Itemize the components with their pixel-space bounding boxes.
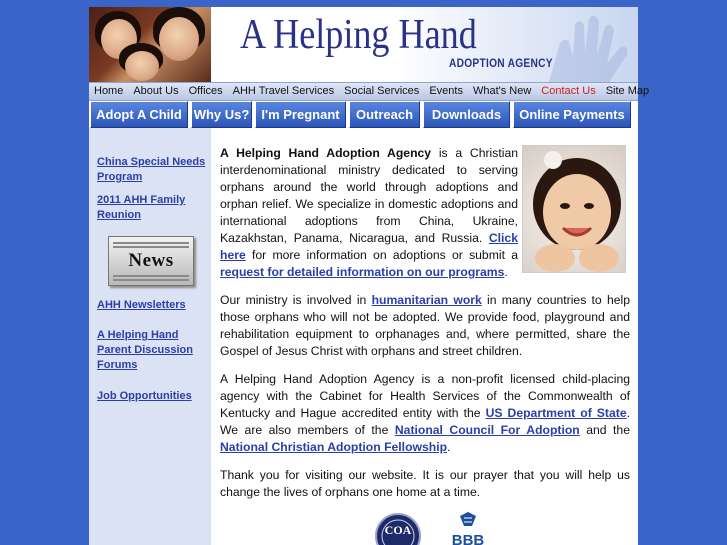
- hand-watermark-icon: [529, 7, 639, 82]
- accreditation-badges: [374, 512, 524, 545]
- news-graphic-title: News: [128, 250, 174, 271]
- nav-site-map[interactable]: Site Map: [605, 85, 650, 97]
- licensing-text-4: .: [447, 440, 451, 454]
- nav-about-us[interactable]: About Us: [133, 85, 179, 97]
- downloads-button[interactable]: Downloads: [423, 101, 510, 128]
- us-dept-state-link[interactable]: US Department of State: [485, 406, 627, 420]
- org-name: A Helping Hand Adoption Agency: [220, 146, 432, 160]
- adopt-a-child-button[interactable]: Adopt A Child: [90, 101, 188, 128]
- licensing-text-2: . We are also members of the: [220, 406, 630, 437]
- bbb-badge-text: BBB: [451, 532, 485, 545]
- child-face-right: [159, 17, 199, 61]
- smiling-child-image: [523, 146, 627, 274]
- intro-text-3: .: [504, 265, 508, 279]
- intro-text-2: for more information on adoptions or submit a: [245, 248, 518, 262]
- page-container: [89, 7, 650, 545]
- sidebar-link-china-special-needs[interactable]: China Special Needs Program: [97, 156, 206, 183]
- im-pregnant-button[interactable]: I'm Pregnant: [255, 101, 346, 128]
- nav-social-services[interactable]: Social Services: [344, 85, 420, 97]
- request-info-link[interactable]: request for detailed information on our programs: [220, 265, 505, 279]
- ministry-paragraph: [220, 292, 630, 360]
- nav-contact-us[interactable]: Contact Us: [541, 85, 596, 97]
- licensing-paragraph: [220, 371, 630, 456]
- site-title: A Helping Hand: [240, 12, 477, 58]
- ncaf-link[interactable]: National Christian Adoption Fellowship: [220, 440, 448, 454]
- licensing-text-1: A Helping Hand Adoption Agency is a non-profit licensed child-placing agency with the Cabinet for Health Services of the Commonwealth of Kentucky and Hague accredited entity with the: [220, 372, 630, 420]
- nav-offices[interactable]: Offices: [188, 85, 223, 97]
- sidebar-link-job-opportunities[interactable]: Job Opportunities: [97, 390, 192, 402]
- nav-events[interactable]: Events: [429, 85, 463, 97]
- nav-home[interactable]: Home: [94, 85, 124, 97]
- humanitarian-work-link[interactable]: humanitarian work: [371, 293, 482, 307]
- licensing-text-3: and the: [579, 423, 630, 437]
- child-photo: [522, 145, 626, 273]
- intro-text-1: is a Christian interdenominational ministry dedicated to serving orphans around the world through adoptions and orphan relief. We specialize in domestic adoptions and international adoptions from China, Ukraine, Kazakhstan, Panama, Nicaragua, and Russia.: [220, 146, 519, 245]
- coa-badge-text: COA: [384, 523, 412, 537]
- main-button-row: [89, 101, 638, 128]
- coa-badge-icon[interactable]: [374, 512, 422, 545]
- site-banner: [89, 7, 638, 82]
- sidebar-link-family-reunion[interactable]: 2011 AHH Family Reunion: [97, 194, 186, 221]
- top-navigation: [89, 82, 650, 101]
- baby-face: [125, 51, 159, 81]
- nav-whats-new[interactable]: What's New: [472, 85, 532, 97]
- sidebar-link-discussion-forums[interactable]: A Helping Hand Parent Discussion Forums: [97, 329, 193, 371]
- banner-children-photo: [89, 7, 211, 82]
- why-us-button[interactable]: Why Us?: [191, 101, 252, 128]
- site-subtitle: ADOPTION AGENCY: [449, 56, 553, 70]
- news-graphic[interactable]: [108, 236, 194, 286]
- ministry-text-2: in many countries to help those orphans who will not be adopted. We provide food, playground and rehabilitation equipment to orphanages and, where permitted, share the Gospel of Jesus Christ with orphans and street children.: [220, 293, 630, 358]
- left-sidebar: [89, 128, 211, 545]
- click-here-link[interactable]: Click here: [220, 231, 518, 262]
- outreach-button[interactable]: Outreach: [349, 101, 420, 128]
- bbb-badge-icon[interactable]: [442, 512, 502, 545]
- nav-travel-services[interactable]: AHH Travel Services: [232, 85, 335, 97]
- ncfa-link[interactable]: National Council For Adoption: [394, 423, 580, 437]
- thank-you-paragraph: Thank you for visiting our website. It is our prayer that you will help us change the lives of orphans one home at a time.: [220, 468, 630, 499]
- news-graphic-line: [113, 242, 189, 244]
- news-graphic-line: [113, 275, 189, 277]
- intro-paragraph: [220, 145, 518, 281]
- ministry-text-1: Our ministry is involved in: [220, 293, 372, 307]
- online-payments-button[interactable]: Online Payments: [513, 101, 631, 128]
- news-graphic-line: [113, 246, 189, 248]
- news-graphic-line: [113, 279, 189, 281]
- sidebar-link-newsletters[interactable]: AHH Newsletters: [97, 299, 186, 311]
